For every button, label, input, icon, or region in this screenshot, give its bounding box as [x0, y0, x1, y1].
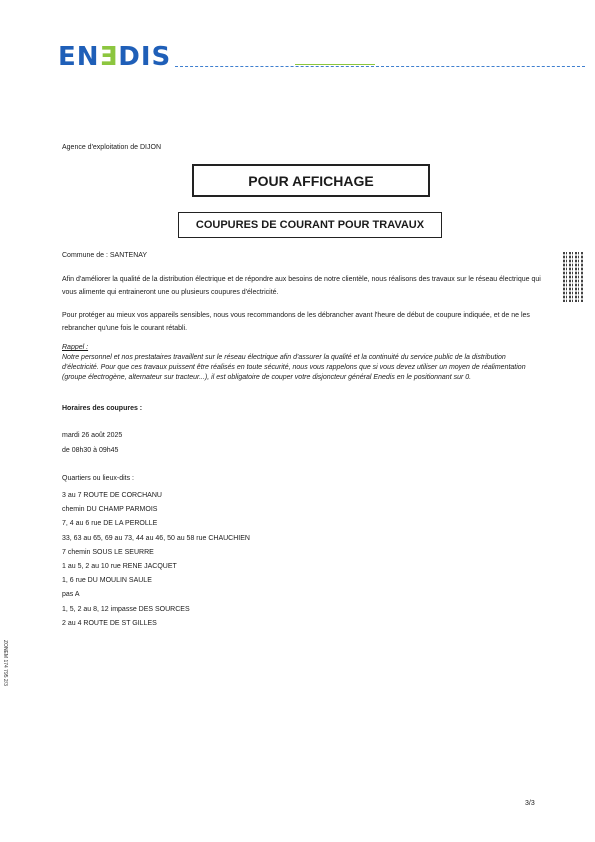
- datamatrix-code-overlay: [563, 252, 583, 302]
- horaires-title: Horaires des coupures :: [62, 405, 143, 412]
- list-item: chemin DU CHAMP PARMOIS: [62, 506, 158, 514]
- list-item: pas A: [62, 591, 80, 599]
- rappel-title: Rappel :: [62, 344, 89, 351]
- header-rule: [175, 66, 585, 67]
- list-item: 7 chemin SOUS LE SEURRE: [62, 548, 154, 556]
- list-item: 1, 6 rue DU MOULIN SAULE: [62, 577, 152, 585]
- quartiers-list: [62, 489, 250, 631]
- list-item: 1, 5, 2 au 8, 12 impasse DES SOURCES: [62, 605, 190, 613]
- list-item: 1 au 5, 2 au 10 rue RENE JACQUET: [62, 563, 177, 571]
- side-reference-code: ZONEM 174 795 2/3: [2, 640, 8, 686]
- list-item: 3 au 7 ROUTE DE CORCHANU: [62, 492, 162, 499]
- subject-title-box: [178, 212, 442, 238]
- outage-date: mardi 26 août 2025: [62, 432, 123, 439]
- display-title-box: [192, 164, 430, 197]
- page-number: 3/3: [525, 800, 535, 807]
- enedis-logo: ENƎDIS: [58, 42, 172, 72]
- subject-title: COUPURES DE COURANT POUR TRAVAUX: [195, 219, 425, 231]
- outage-time: de 08h30 à 09h45: [62, 447, 119, 454]
- list-item: 7, 4 au 6 rue DE LA PEROLLE: [62, 520, 158, 528]
- agency-name: Agence d'exploitation de DIJON: [62, 144, 162, 151]
- advice-paragraph: Pour protéger au mieux vos appareils sensibles, nous vous recommandons de les débrancher avant l'heure de début de coupure indiquée, et de ne les rebrancher qu'une fois le courant rétabli.: [62, 312, 530, 332]
- intro-paragraph: Afin d'améliorer la qualité de la distribution électrique et de répondre aux besoins de notre clientèle, nous réalisons des travaux sur le réseau électrique qui vous alimente qui entraineront une ou plusieurs coupures d'électricité.: [62, 276, 541, 296]
- list-item: 2 au 4 ROUTE DE ST GILLES: [62, 619, 157, 627]
- list-item: 33, 63 au 65, 69 au 73, 44 au 46, 50 au 58 rue CHAUCHIEN: [62, 534, 250, 542]
- commune: Commune de : SANTENAY: [62, 252, 148, 259]
- header-rule-accent: [295, 64, 375, 65]
- quartiers-title: Quartiers ou lieux-dits :: [62, 475, 134, 482]
- display-title: POUR AFFICHAGE: [248, 172, 374, 189]
- rappel-text: Notre personnel et nos prestataires travaillent sur le réseau électrique afin d'assurer la qualité et la continuité du service public de la distribution d'électricité. Pour que ces travaux puissent être réalisés en toute sécurité, nous vous rappelons que si vous devez utiliser un moyen de réalimentation (groupe électrogène, alternateur sur tracteur...), il est obligatoire de couper votre disjoncteur général Enedis en le positionnant sur 0.: [62, 354, 526, 381]
